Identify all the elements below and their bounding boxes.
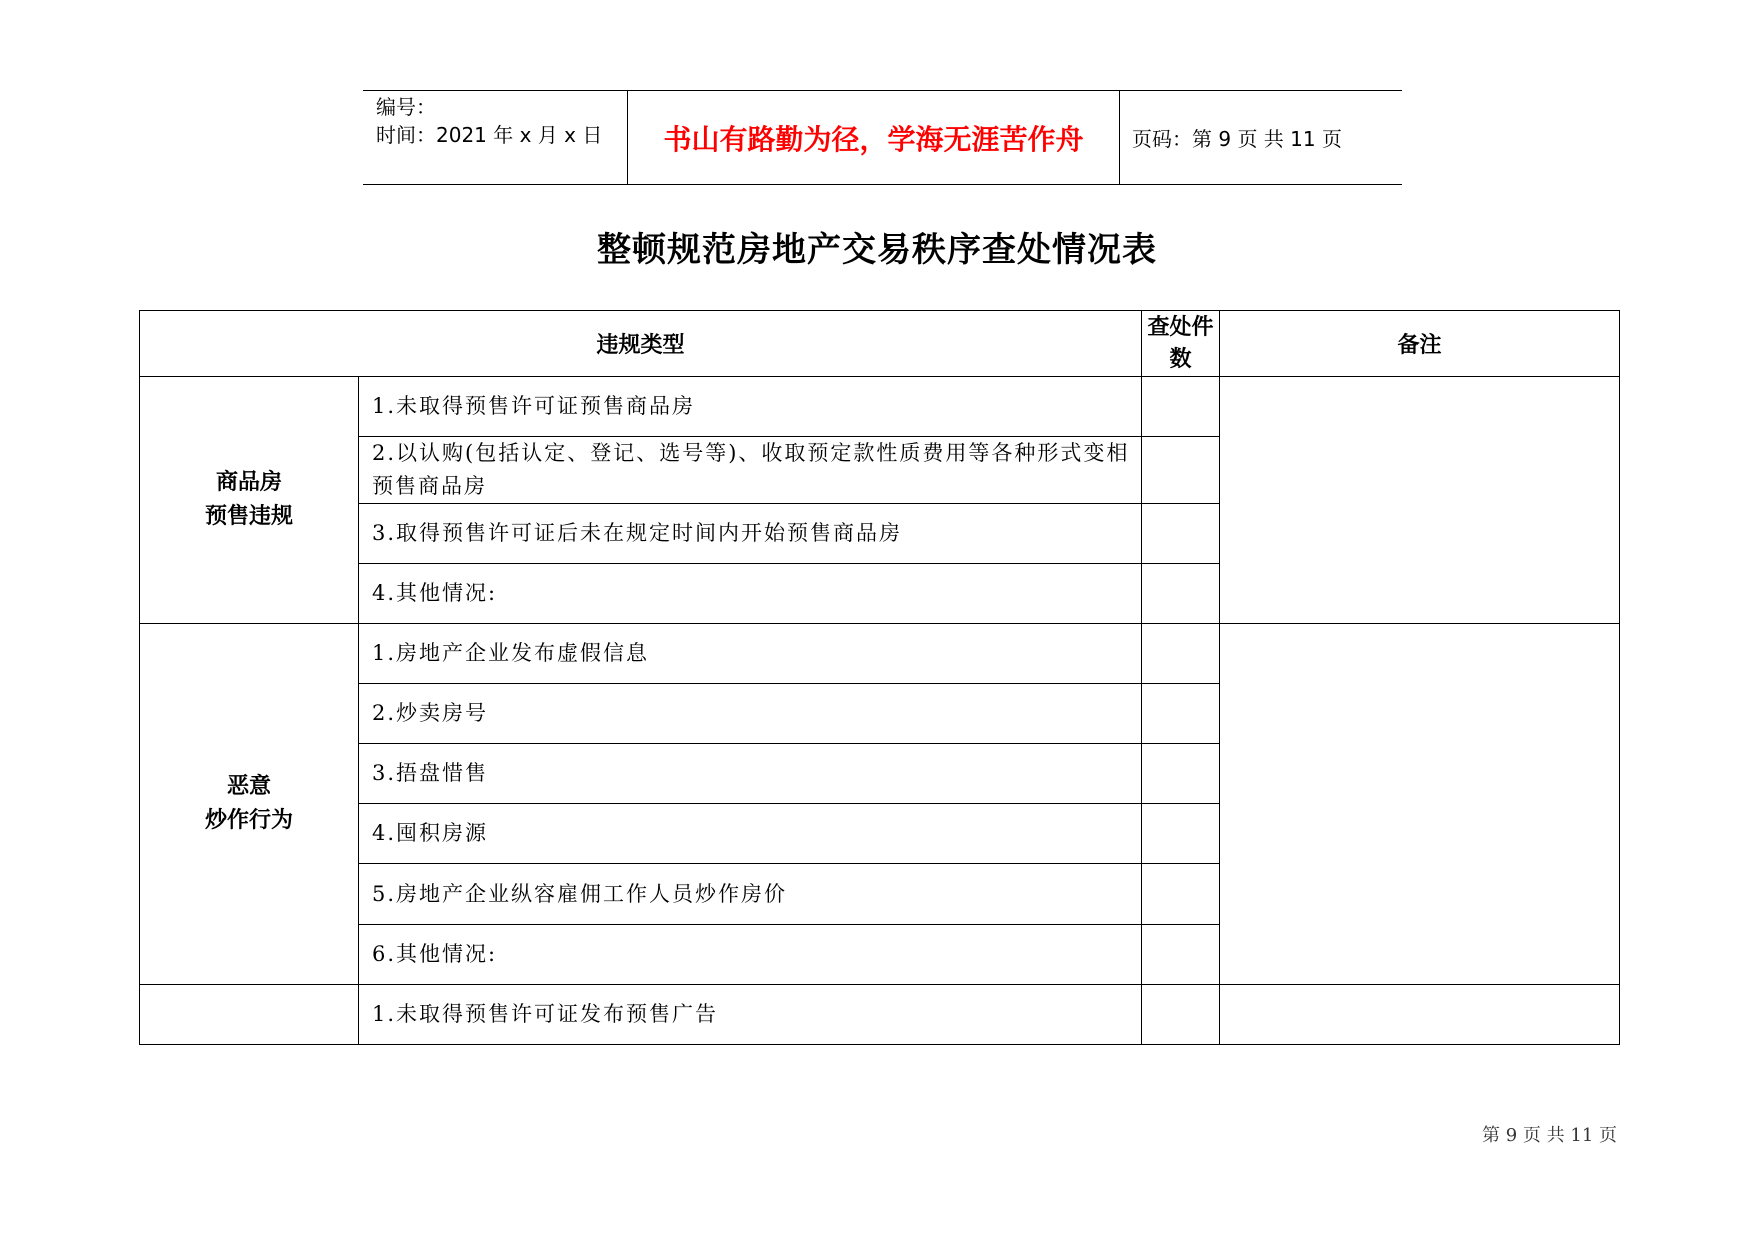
- remarks-header: 备注: [1220, 311, 1620, 377]
- count-cell: [1142, 744, 1220, 804]
- table-header-row: [140, 311, 1620, 377]
- table-row: [140, 985, 1620, 1045]
- violation-item: 2.以认购(包括认定、登记、选号等)、收取预定款性质费用等各种形式变相预售商品房: [359, 437, 1142, 504]
- category-malicious-speculation: [140, 624, 359, 985]
- violation-item: 6.其他情况:: [359, 925, 1142, 985]
- violation-item: 4.其他情况:: [359, 564, 1142, 624]
- violation-item: 3.取得预售许可证后未在规定时间内开始预售商品房: [359, 504, 1142, 564]
- count-cell: [1142, 925, 1220, 985]
- violation-type-header: 违规类型: [140, 311, 1142, 377]
- violation-item: 1.未取得预售许可证发布预售广告: [359, 985, 1142, 1045]
- violation-item: 4.囤积房源: [359, 804, 1142, 864]
- count-header: 查处件数: [1142, 311, 1220, 377]
- count-cell: [1142, 985, 1220, 1045]
- page-footer: 第 9 页 共 11 页: [1482, 1125, 1617, 1146]
- remarks-cell: [1220, 985, 1620, 1045]
- violation-item: 5.房地产企业纵容雇佣工作人员炒作房价: [359, 864, 1142, 925]
- count-cell: [1142, 864, 1220, 925]
- violations-table: [139, 310, 1620, 1045]
- count-cell: [1142, 624, 1220, 684]
- violation-item: 1.房地产企业发布虚假信息: [359, 624, 1142, 684]
- document-number-label: 编号：: [376, 95, 436, 119]
- category-label: 商品房 预售违规: [204, 470, 293, 529]
- count-cell: [1142, 684, 1220, 744]
- count-cell: [1142, 377, 1220, 437]
- category-advertising: [140, 985, 359, 1045]
- category-presale-violation: [140, 377, 359, 624]
- count-cell: [1142, 804, 1220, 864]
- table-row: [140, 624, 1620, 684]
- document-date: 时间：2021 年 x 月 x 日: [376, 123, 603, 147]
- remarks-cell: [1220, 624, 1620, 985]
- page-title: 整顿规范房地产交易秩序查处情况表: [597, 230, 1157, 270]
- count-cell: [1142, 564, 1220, 624]
- document-header: [363, 90, 1402, 185]
- violation-item: 3.捂盘惜售: [359, 744, 1142, 804]
- violation-item: 2.炒卖房号: [359, 684, 1142, 744]
- count-cell: [1142, 504, 1220, 564]
- header-page-info: 页码：第 9 页 共 11 页: [1132, 127, 1342, 151]
- count-cell: [1142, 437, 1220, 504]
- remarks-cell: [1220, 377, 1620, 624]
- header-motto: 书山有路勤为径，学海无涯苦作舟: [628, 91, 1120, 184]
- violation-item: 1.未取得预售许可证预售商品房: [359, 377, 1142, 437]
- header-meta: [363, 91, 628, 184]
- category-label: 恶意 炒作行为: [204, 774, 293, 833]
- table-row: [140, 377, 1620, 437]
